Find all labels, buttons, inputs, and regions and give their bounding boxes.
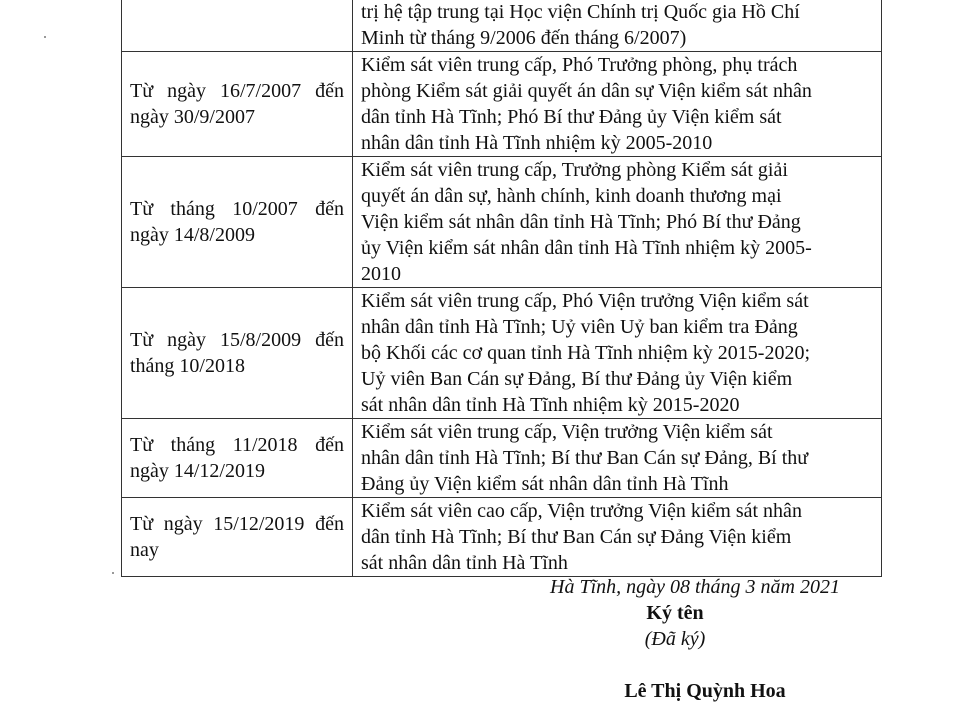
description-line: Kiểm sát viên trung cấp, Trưởng phòng Kiểm sát giải (361, 159, 788, 181)
description-cell (353, 157, 882, 288)
scan-speck (44, 36, 46, 38)
signature-label: Ký tên (646, 602, 704, 624)
description-line: sát nhân dân tỉnh Hà Tĩnh (361, 552, 568, 574)
description-line: trị hệ tập trung tại Học viện Chính trị Quốc gia Hồ Chí (361, 1, 800, 23)
table-row (122, 419, 882, 498)
scan-speck (112, 572, 114, 574)
signer-name: Lê Thị Quỳnh Hoa (624, 680, 786, 702)
description-line: Kiểm sát viên cao cấp, Viện trưởng Viện kiểm sát nhân (361, 500, 802, 522)
period-cell: Từ ngày 16/7/2007 đến ngày 30/9/2007 (122, 52, 353, 157)
description-line: nhân dân tỉnh Hà Tĩnh; Bí thư Ban Cán sự Đảng, Bí thư (361, 447, 809, 469)
description-line: Kiểm sát viên trung cấp, Phó Trưởng phòng, phụ trách (361, 54, 798, 76)
description-line: bộ Khối các cơ quan tỉnh Hà Tĩnh nhiệm kỳ 2015-2020; (361, 342, 811, 364)
description-line: quyết án dân sự, hành chính, kinh doanh thương mại (361, 185, 782, 207)
description-cell (353, 288, 882, 419)
table-row (122, 288, 882, 419)
period-cell: Từ tháng 10/2007 đến ngày 14/8/2009 (122, 157, 353, 288)
description-cell (353, 0, 882, 52)
description-line: Đảng ủy Viện kiểm sát nhân dân tỉnh Hà Tĩnh (361, 473, 729, 495)
description-line: ủy Viện kiểm sát nhân dân tỉnh Hà Tĩnh nhiệm kỳ 2005- (361, 237, 812, 259)
table-row (122, 0, 882, 52)
table-row (122, 157, 882, 288)
description-line: nhân dân tỉnh Hà Tĩnh; Uỷ viên Uỷ ban kiểm tra Đảng (361, 316, 798, 338)
description-cell (353, 52, 882, 157)
description-cell (353, 419, 882, 498)
period-cell (122, 0, 353, 52)
description-line: Kiểm sát viên trung cấp, Viện trưởng Viện kiểm sát (361, 421, 773, 443)
description-line: Viện kiểm sát nhân dân tỉnh Hà Tĩnh; Phó Bí thư Đảng (361, 211, 801, 233)
description-cell (353, 498, 882, 577)
period-cell: Từ ngày 15/8/2009 đến tháng 10/2018 (122, 288, 353, 419)
period-cell: Từ ngày 15/12/2019 đến nay (122, 498, 353, 577)
career-history-table (121, 0, 882, 577)
description-line: Kiểm sát viên trung cấp, Phó Viện trưởng Viện kiểm sát (361, 290, 809, 312)
table-row (122, 52, 882, 157)
description-line: dân tỉnh Hà Tĩnh; Phó Bí thư Đảng ủy Viện kiểm sát (361, 106, 782, 128)
description-line: 2010 (361, 263, 401, 285)
description-line: phòng Kiểm sát giải quyết án dân sự Viện kiểm sát nhân (361, 80, 812, 102)
description-line: Uỷ viên Ban Cán sự Đảng, Bí thư Đảng ủy Viện kiểm (361, 368, 793, 390)
signed-note: (Đã ký) (644, 628, 706, 650)
description-line: Minh từ tháng 9/2006 đến tháng 6/2007) (361, 27, 687, 49)
description-line: dân tỉnh Hà Tĩnh; Bí thư Ban Cán sự Đảng Viện kiểm (361, 526, 792, 548)
signature-date: Hà Tĩnh, ngày 08 tháng 3 năm 2021 (550, 576, 840, 598)
table-row (122, 498, 882, 577)
period-cell: Từ tháng 11/2018 đến ngày 14/12/2019 (122, 419, 353, 498)
description-line: sát nhân dân tỉnh Hà Tĩnh nhiệm kỳ 2015-2020 (361, 394, 740, 416)
description-line: nhân dân tỉnh Hà Tĩnh nhiệm kỳ 2005-2010 (361, 132, 713, 154)
